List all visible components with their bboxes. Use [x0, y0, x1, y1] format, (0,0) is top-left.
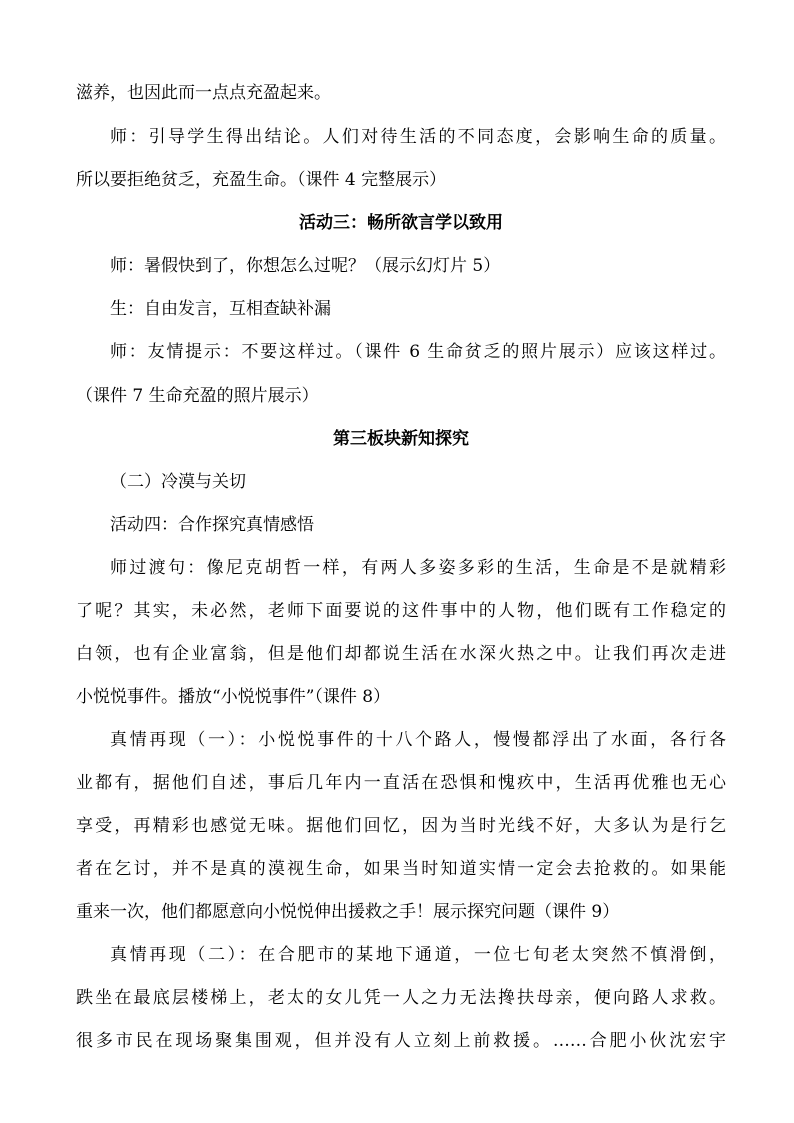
section-heading: 活动三：畅所欲言学以致用: [299, 213, 503, 233]
paragraph-line: 师过渡句：像尼克胡哲一样，有两人多姿多彩的生活，生命是不是就精彩: [110, 558, 726, 578]
paragraph-line: 很多市民在现场聚集围观，但并没有人立刻上前救援。……合肥小伙沈宏宇: [76, 1031, 726, 1051]
paragraph-line: 师：引导学生得出结论。人们对待生活的不同态度，会影响生命的质量。: [110, 127, 726, 147]
paragraph-line: 师：友情提示：不要这样过。（课件 6 生命贫乏的照片展示）应该这样过。: [110, 342, 726, 362]
paragraph-line: 生：自由发言，互相查缺补漏: [110, 299, 331, 319]
paragraph-line: 业都有，据他们自述，事后几年内一直活在恐惧和愧疚中，生活再优雅也无心: [76, 773, 726, 793]
subsection-title: （二）冷漠与关切: [110, 472, 246, 492]
paragraph-line: （课件 7 生命充盈的照片展示）: [76, 386, 319, 406]
paragraph-line: 真情再现（一）：小悦悦事件的十八个路人，慢慢都浮出了水面，各行各: [110, 730, 726, 750]
paragraph-line: 所以要拒绝贫乏，充盈生命。（课件 4 完整展示）: [76, 170, 447, 190]
paragraph-line: 真情再现（二）：在合肥市的某地下通道，一位七旬老太突然不慎滑倒，: [110, 945, 726, 965]
paragraph-line: 享受，再精彩也感觉无味。据他们回忆，因为当时光线不好，大多认为是行乞: [76, 816, 726, 836]
activity-title: 活动四：合作探究真情感悟: [110, 515, 314, 535]
paragraph-line: 白领，也有企业富翁，但是他们却都说生活在水深火热之中。让我们再次走进: [76, 644, 726, 664]
paragraph-line: 重来一次，他们都愿意向小悦悦伸出援救之手！展示探究问题（课件 9）: [76, 902, 620, 922]
paragraph-line: 师：暑假快到了，你想怎么过呢？（展示幻灯片 5）: [110, 256, 501, 276]
paragraph-line: 跌坐在最底层楼梯上，老太的女儿凭一人之力无法搀扶母亲，便向路人求救。: [76, 988, 726, 1008]
paragraph-line: 滋养，也因此而一点点充盈起来。: [76, 83, 331, 103]
section-heading: 第三板块新知探究: [333, 429, 469, 449]
paragraph-line: 小悦悦事件。播放“小悦悦事件”（课件 8）: [76, 687, 391, 707]
paragraph-line: 了呢？其实，未必然，老师下面要说的这件事中的人物，他们既有工作稳定的: [76, 601, 726, 621]
paragraph-line: 者在乞讨，并不是真的漠视生命，如果当时知道实情一定会去抢救的。如果能: [76, 859, 726, 879]
